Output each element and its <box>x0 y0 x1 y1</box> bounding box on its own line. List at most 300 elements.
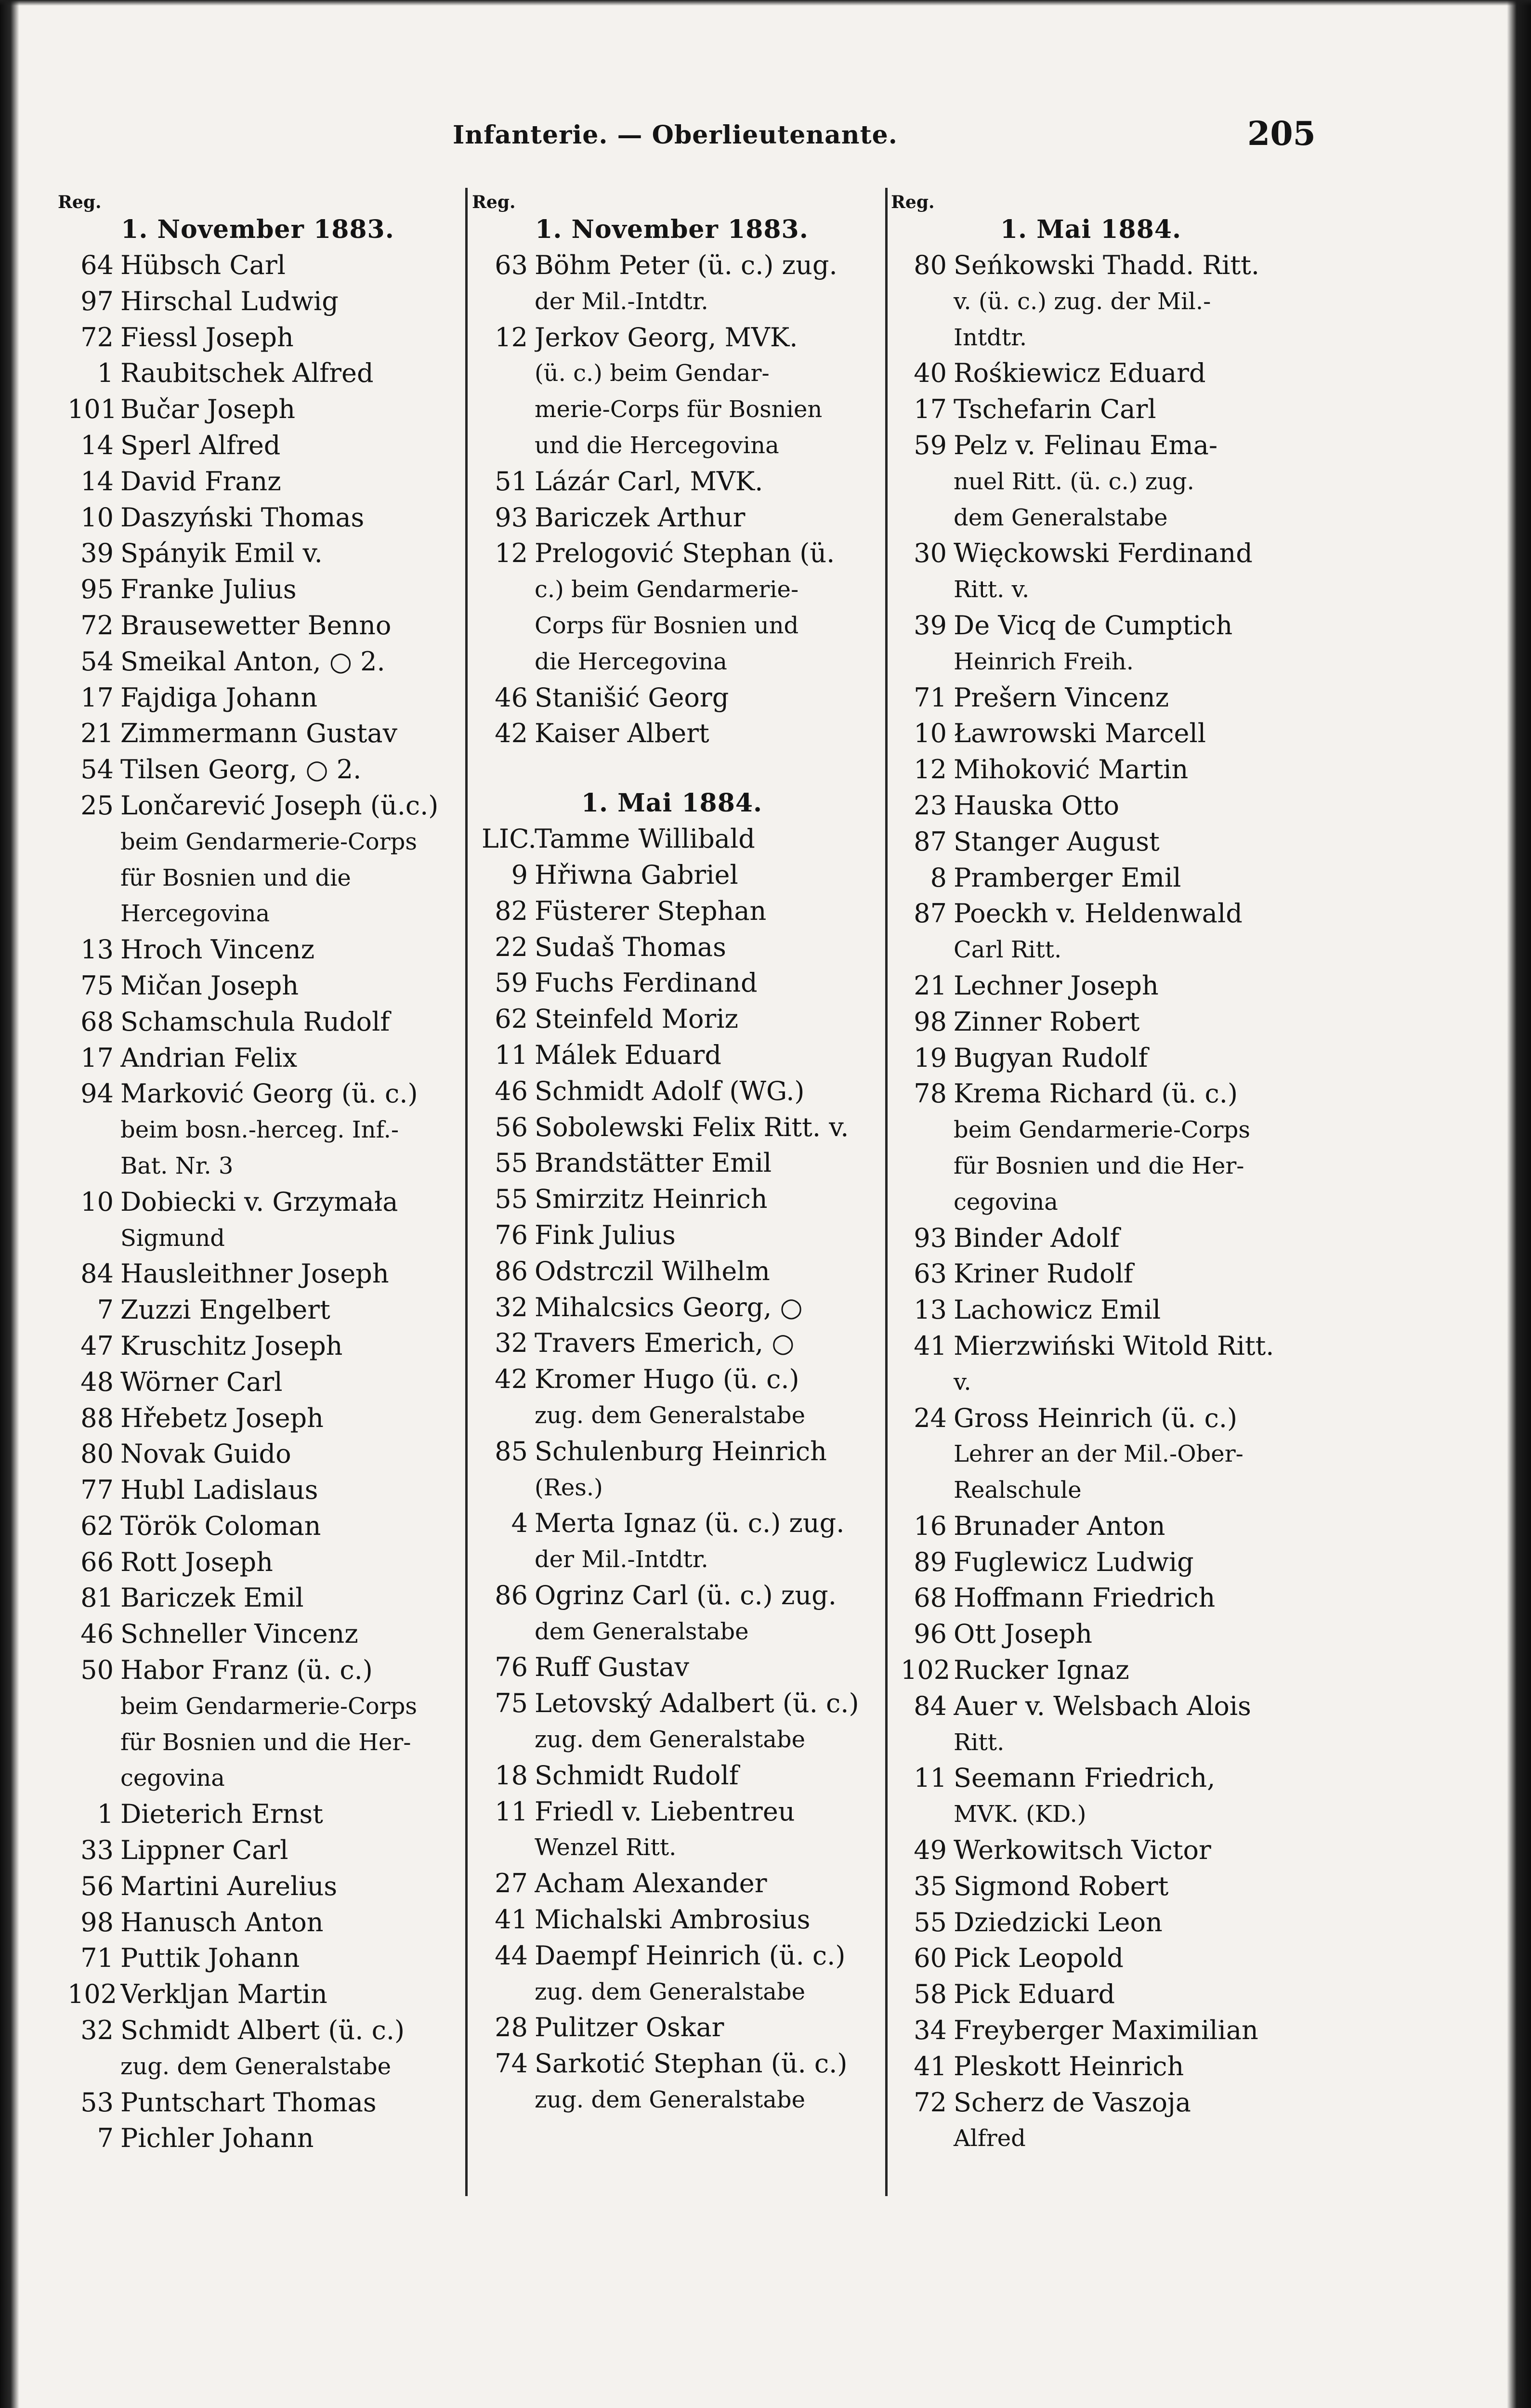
entry-continuation: v. (ü. c.) zug. der Mil.- <box>954 288 1211 315</box>
officer-entry <box>67 1940 448 1976</box>
officer-entry <box>482 1649 862 1686</box>
officer-name: Mihoković Martin <box>954 754 1189 785</box>
officer-name: Dieterich Ernst <box>120 1799 323 1830</box>
regiment-number: 41 <box>495 1904 528 1935</box>
officer-entry <box>67 1544 448 1581</box>
officer-entry <box>67 284 448 320</box>
officer-entry <box>67 1040 448 1076</box>
officer-entry <box>901 536 1281 572</box>
officer-name: Hřiwna Gabriel <box>535 859 738 890</box>
regiment-number: 10 <box>914 718 947 749</box>
regiment-number: 76 <box>495 1652 528 1683</box>
regiment-number: 4 <box>511 1508 528 1539</box>
entry-continuation: Carl Ritt. <box>954 936 1062 964</box>
entry-continuation: dem Generalstabe <box>954 504 1168 531</box>
officer-name: Schneller Vincenz <box>120 1619 358 1649</box>
officer-name: Böhm Peter (ü. c.) zug. <box>535 250 837 280</box>
officer-name: Tschefarin Carl <box>954 394 1156 425</box>
regiment-number: 87 <box>914 826 947 857</box>
regiment-number: 68 <box>914 1583 947 1613</box>
officer-entry <box>482 500 862 536</box>
officer-name: Pick Leopold <box>954 1943 1124 1974</box>
officer-entry <box>901 1976 1281 2013</box>
officer-entry <box>901 2049 1281 2085</box>
regiment-number: 10 <box>80 502 114 533</box>
officer-name: Brandstätter Emil <box>535 1148 772 1178</box>
officer-name: Poeckh v. Heldenwald <box>954 898 1243 929</box>
regiment-number: LIC. <box>482 824 537 854</box>
regiment-number: 54 <box>80 646 114 677</box>
regiment-number: 101 <box>67 394 118 425</box>
column-2 <box>472 192 862 2196</box>
officer-name: Rucker Ignaz <box>954 1655 1129 1686</box>
officer-entry <box>482 464 862 500</box>
officer-name: Lázár Carl, MVK. <box>535 466 763 497</box>
officer-name: Sudaš Thomas <box>535 931 726 962</box>
officer-entry <box>482 1686 862 1722</box>
column-3 <box>891 192 1281 2196</box>
entry-continuation: der Mil.-Intdtr. <box>535 288 708 315</box>
officer-name: Spányik Emil v. <box>120 538 323 569</box>
column-divider <box>465 188 468 2196</box>
officer-entry <box>901 355 1281 392</box>
officer-name: Pulitzer Oskar <box>535 2012 724 2043</box>
regiment-number: 32 <box>495 1292 528 1322</box>
entry-continuation: zug. dem Generalstabe <box>535 1726 806 1754</box>
officer-entry <box>482 965 862 1001</box>
officer-entry <box>67 608 448 644</box>
officer-name: Stanišić Georg <box>535 682 729 713</box>
officer-entry <box>901 2013 1281 2049</box>
officer-entry <box>67 1364 448 1400</box>
officer-entry <box>482 1325 862 1361</box>
section-heading: 1. November 1883. <box>535 215 809 244</box>
regiment-number: 62 <box>80 1510 114 1541</box>
officer-entry <box>901 1544 1281 1581</box>
officer-name: Dobiecki v. Grzymała <box>120 1186 398 1217</box>
entry-continuation: Realschule <box>954 1477 1082 1504</box>
officer-name: Friedl v. Liebentreu <box>535 1796 795 1827</box>
officer-entry <box>482 1902 862 1938</box>
regiment-number: 47 <box>80 1330 114 1361</box>
regiment-number: 84 <box>80 1258 114 1289</box>
officer-entry <box>901 1292 1281 1328</box>
officer-name: Bariczek Emil <box>120 1583 304 1613</box>
officer-entry <box>901 1076 1281 1112</box>
officer-name: Schmidt Albert (ü. c.) <box>120 2015 405 2046</box>
entry-continuation: zug. dem Generalstabe <box>535 1978 806 2005</box>
officer-entry <box>482 2010 862 2046</box>
regiment-number: 75 <box>80 970 114 1001</box>
officer-entry <box>482 929 862 966</box>
officer-entry <box>67 1184 448 1220</box>
officer-name: Acham Alexander <box>535 1868 767 1899</box>
regiment-number: 8 <box>930 862 947 893</box>
officer-name: Hřebetz Joseph <box>120 1402 324 1433</box>
column-divider <box>885 188 888 2196</box>
officer-name: Rott Joseph <box>120 1546 273 1577</box>
officer-name: Dziedzicki Leon <box>954 1907 1163 1937</box>
regiment-number: 30 <box>914 538 947 569</box>
regiment-number: 7 <box>97 1295 114 1325</box>
officer-name: Merta Ignaz (ü. c.) zug. <box>535 1508 845 1539</box>
entry-continuation: Intdtr. <box>954 324 1027 351</box>
regiment-number: 98 <box>80 1907 114 1937</box>
officer-name: Ławrowski Marcell <box>954 718 1206 749</box>
regiment-number: 50 <box>80 1655 114 1686</box>
officer-name: Kriner Rudolf <box>954 1258 1133 1289</box>
regiment-number: 60 <box>914 1943 947 1974</box>
regiment-number: 55 <box>914 1907 947 1937</box>
regiment-number: 39 <box>80 538 114 569</box>
officer-entry <box>901 1940 1281 1976</box>
regiment-number: 12 <box>495 322 528 353</box>
officer-entry <box>901 1400 1281 1437</box>
officer-name: Hanusch Anton <box>120 1907 324 1937</box>
officer-name: Andrian Felix <box>120 1042 298 1073</box>
officer-entry <box>67 752 448 788</box>
officer-entry <box>482 821 862 857</box>
officer-name: Daempf Heinrich (ü. c.) <box>535 1940 846 1971</box>
officer-name: Auer v. Welsbach Alois <box>954 1690 1251 1721</box>
regiment-number: 64 <box>80 250 114 280</box>
officer-entry <box>67 536 448 572</box>
officer-name: Schulenburg Heinrich <box>535 1436 827 1466</box>
entry-continuation: für Bosnien und die Her- <box>120 1728 411 1756</box>
regiment-number: 51 <box>495 466 528 497</box>
officer-name: Fink Julius <box>535 1219 676 1250</box>
regiment-number: 58 <box>914 1979 947 2010</box>
officer-name: Fuglewicz Ludwig <box>954 1546 1194 1577</box>
entry-continuation: Ritt. <box>954 1728 1005 1756</box>
officer-name: Raubitschek Alfred <box>120 358 374 389</box>
entry-continuation: für Bosnien und die <box>120 864 351 891</box>
entry-continuation: Hercegovina <box>120 900 270 928</box>
regiment-number: 72 <box>80 610 114 641</box>
officer-name: Verkljan Martin <box>120 1979 327 2010</box>
officer-entry <box>901 2085 1281 2121</box>
officer-name: Habor Franz (ü. c.) <box>120 1655 373 1686</box>
regiment-number: 23 <box>914 790 947 821</box>
regiment-number: 80 <box>80 1439 114 1469</box>
officer-entry <box>67 428 448 464</box>
officer-entry <box>901 428 1281 464</box>
regiment-number: 56 <box>495 1112 528 1142</box>
officer-entry <box>67 2013 448 2049</box>
regiment-number: 98 <box>914 1006 947 1037</box>
officer-name: Kaiser Albert <box>535 718 709 749</box>
regiment-number: 17 <box>80 1042 114 1073</box>
regiment-number: 77 <box>80 1475 114 1505</box>
officer-name: Stanger August <box>954 826 1160 857</box>
officer-name: Daszyński Thomas <box>120 502 365 533</box>
entry-continuation: die Hercegovina <box>535 648 727 675</box>
regiment-number: 19 <box>914 1042 947 1073</box>
officer-entry <box>901 1869 1281 1905</box>
entry-continuation: (ü. c.) beim Gendar- <box>535 360 770 387</box>
officer-name: Zuzzi Engelbert <box>120 1295 330 1325</box>
officer-name: Török Coloman <box>120 1510 321 1541</box>
officer-entry <box>67 1508 448 1544</box>
regiment-number: 72 <box>80 322 114 353</box>
regiment-number: 66 <box>80 1546 114 1577</box>
officer-name: Hübsch Carl <box>120 250 286 280</box>
officer-name: Lippner Carl <box>120 1835 288 1866</box>
entry-continuation: zug. dem Generalstabe <box>535 1401 806 1429</box>
officer-name: Füsterer Stephan <box>535 895 767 926</box>
regiment-number: 12 <box>914 754 947 785</box>
entry-continuation: dem Generalstabe <box>535 1618 749 1645</box>
officer-entry <box>67 1796 448 1832</box>
regiment-number: 10 <box>80 1186 114 1217</box>
officer-entry <box>482 1181 862 1217</box>
regiment-number: 42 <box>495 1364 528 1395</box>
reg-label: Reg. <box>58 192 102 212</box>
regiment-number: 14 <box>80 430 114 460</box>
officer-name: Jerkov Georg, MVK. <box>535 322 798 353</box>
officer-entry <box>482 857 862 893</box>
regiment-number: 34 <box>914 2015 947 2046</box>
regiment-number: 74 <box>495 2048 528 2079</box>
officer-name: Brunader Anton <box>954 1510 1165 1541</box>
regiment-number: 11 <box>495 1796 528 1827</box>
officer-entry <box>67 1472 448 1508</box>
officer-entry <box>482 536 862 572</box>
entry-continuation: Alfred <box>954 2125 1026 2152</box>
officer-name: Ott Joseph <box>954 1619 1093 1649</box>
regiment-number: 33 <box>80 1835 114 1866</box>
officer-entry <box>482 1145 862 1181</box>
officer-name: Lončarević Joseph (ü.c.) <box>120 790 439 821</box>
regiment-number: 86 <box>495 1580 528 1610</box>
officer-entry <box>67 320 448 356</box>
regiment-number: 75 <box>495 1688 528 1719</box>
officer-name: Mihalcsics Georg, ○ <box>535 1292 803 1322</box>
entry-continuation: cegovina <box>120 1765 225 1792</box>
entry-continuation: Heinrich Freih. <box>954 648 1134 675</box>
regiment-number: 32 <box>495 1328 528 1359</box>
officer-entry <box>901 1616 1281 1652</box>
officer-name: Tilsen Georg, ○ 2. <box>120 754 362 785</box>
entry-continuation: beim bosn.-herceg. Inf.- <box>120 1116 399 1144</box>
scan-edge-left <box>0 0 19 2408</box>
regiment-number: 27 <box>495 1868 528 1899</box>
regiment-number: 93 <box>914 1222 947 1253</box>
officer-name: Prešern Vincenz <box>954 682 1169 713</box>
entry-continuation: zug. dem Generalstabe <box>535 2086 806 2114</box>
officer-name: Hroch Vincenz <box>120 934 315 965</box>
officer-name: Pelz v. Felinau Ema- <box>954 430 1218 460</box>
officer-name: Travers Emerich, ○ <box>535 1328 795 1359</box>
officer-entry <box>482 1794 862 1830</box>
officer-entry <box>901 1040 1281 1076</box>
entry-continuation: MVK. (KD.) <box>954 1801 1086 1828</box>
regiment-number: 102 <box>901 1655 951 1686</box>
officer-entry <box>901 1508 1281 1544</box>
officer-entry <box>67 1076 448 1112</box>
regiment-number: 24 <box>914 1402 947 1433</box>
officer-entry <box>901 788 1281 824</box>
officer-entry <box>67 500 448 536</box>
regiment-number: 13 <box>80 934 114 965</box>
regiment-number: 93 <box>495 502 528 533</box>
entry-continuation: Sigmund <box>120 1224 225 1252</box>
entry-continuation: (Res.) <box>535 1474 603 1501</box>
officer-name: Kromer Hugo (ü. c.) <box>535 1364 799 1395</box>
officer-entry <box>67 716 448 752</box>
regiment-number: 21 <box>80 718 114 749</box>
entry-continuation: nuel Ritt. (ü. c.) zug. <box>954 468 1194 495</box>
officer-name: Hausleithner Joseph <box>120 1258 389 1289</box>
officer-entry <box>901 1832 1281 1869</box>
regiment-number: 17 <box>80 682 114 713</box>
entry-continuation: Wenzel Ritt. <box>535 1834 677 1861</box>
regiment-number: 25 <box>80 790 114 821</box>
officer-name: Hirschal Ludwig <box>120 286 339 316</box>
reg-label: Reg. <box>472 192 516 212</box>
officer-name: Málek Eduard <box>535 1039 721 1070</box>
regiment-number: 96 <box>914 1619 947 1649</box>
section-heading: 1. Mai 1884. <box>581 788 763 818</box>
regiment-number: 55 <box>495 1184 528 1215</box>
regiment-number: 39 <box>914 610 947 641</box>
officer-name: Hauska Otto <box>954 790 1120 821</box>
regiment-number: 53 <box>80 2087 114 2118</box>
officer-name: Więckowski Ferdinand <box>954 538 1253 569</box>
officer-entry <box>482 2046 862 2082</box>
column-1 <box>58 192 448 2196</box>
regiment-number: 44 <box>495 1940 528 1971</box>
officer-name: Tamme Willibald <box>535 824 755 854</box>
regiment-number: 94 <box>80 1078 114 1109</box>
regiment-number: 9 <box>511 859 528 890</box>
officer-entry <box>901 1580 1281 1616</box>
officer-name: Ruff Gustav <box>535 1652 689 1683</box>
officer-name: Bariczek Arthur <box>535 502 746 533</box>
officer-entry <box>482 1001 862 1037</box>
officer-entry <box>901 824 1281 860</box>
officer-entry <box>482 893 862 929</box>
entry-continuation: cegovina <box>954 1188 1058 1216</box>
officer-name: Sperl Alfred <box>120 430 281 460</box>
officer-name: Binder Adolf <box>954 1222 1120 1253</box>
officer-name: Bučar Joseph <box>120 394 296 425</box>
regiment-number: 68 <box>80 1006 114 1037</box>
officer-name: Mičan Joseph <box>120 970 299 1001</box>
officer-entry <box>67 2085 448 2121</box>
regiment-number: 59 <box>914 430 947 460</box>
regiment-number: 46 <box>495 1075 528 1106</box>
officer-name: Fiessl Joseph <box>120 322 294 353</box>
officer-entry <box>901 1688 1281 1725</box>
officer-entry <box>901 1905 1281 1941</box>
officer-name: Brausewetter Benno <box>120 610 392 641</box>
officer-entry <box>67 1256 448 1292</box>
regiment-number: 55 <box>495 1148 528 1178</box>
officer-name: Smirzitz Heinrich <box>535 1184 768 1215</box>
officer-entry <box>67 1976 448 2013</box>
officer-name: Lachowicz Emil <box>954 1295 1161 1325</box>
regiment-number: 16 <box>914 1510 947 1541</box>
officer-entry <box>67 968 448 1004</box>
regiment-number: 63 <box>914 1258 947 1289</box>
officer-name: Schmidt Adolf (WG.) <box>535 1075 805 1106</box>
officer-entry <box>67 1292 448 1328</box>
entry-continuation: v. <box>954 1368 971 1396</box>
officer-entry <box>901 716 1281 752</box>
officer-name: Seemann Friedrich, <box>954 1763 1216 1793</box>
officer-entry <box>482 1254 862 1290</box>
regiment-number: 41 <box>914 2051 947 2081</box>
regiment-number: 72 <box>914 2087 947 2118</box>
regiment-number: 63 <box>495 250 528 280</box>
officer-name: Puntschart Thomas <box>120 2087 377 2118</box>
regiment-number: 1 <box>97 358 114 389</box>
officer-entry <box>482 680 862 716</box>
entry-continuation: Ritt. v. <box>954 576 1030 603</box>
scan-edge-right <box>1507 0 1531 2408</box>
regiment-number: 102 <box>67 1979 118 2010</box>
officer-name: Odstrczil Wilhelm <box>535 1256 770 1286</box>
regiment-number: 87 <box>914 898 947 929</box>
entry-continuation: der Mil.-Intdtr. <box>535 1546 708 1573</box>
regiment-number: 46 <box>495 682 528 713</box>
regiment-number: 88 <box>80 1402 114 1433</box>
officer-entry <box>482 1073 862 1110</box>
officer-entry <box>901 248 1281 284</box>
regiment-number: 13 <box>914 1295 947 1325</box>
officer-entry <box>67 1905 448 1941</box>
regiment-number: 12 <box>495 538 528 569</box>
officer-name: Bugyan Rudolf <box>954 1042 1148 1073</box>
officer-entry <box>901 968 1281 1004</box>
regiment-number: 80 <box>914 250 947 280</box>
officer-name: Puttik Johann <box>120 1943 300 1974</box>
officer-name: Scherz de Vaszoja <box>954 2087 1191 2118</box>
regiment-number: 7 <box>97 2123 114 2154</box>
regiment-number: 22 <box>495 931 528 962</box>
officer-entry <box>901 752 1281 788</box>
officer-entry <box>67 788 448 824</box>
officer-name: Kruschitz Joseph <box>120 1330 343 1361</box>
officer-name: Smeikal Anton, ○ 2. <box>120 646 385 677</box>
regiment-number: 40 <box>914 358 947 389</box>
entry-continuation: beim Gendarmerie-Corps <box>120 1692 417 1720</box>
regiment-number: 71 <box>914 682 947 713</box>
officer-entry <box>67 1832 448 1869</box>
officer-name: Marković Georg (ü. c.) <box>120 1078 418 1109</box>
officer-entry <box>901 896 1281 932</box>
regiment-number: 95 <box>80 574 114 605</box>
officer-entry <box>901 1004 1281 1040</box>
regiment-number: 85 <box>495 1436 528 1466</box>
officer-name: Pramberger Emil <box>954 862 1181 893</box>
officer-entry <box>482 320 862 356</box>
regiment-number: 81 <box>80 1583 114 1613</box>
regiment-number: 17 <box>914 394 947 425</box>
officer-entry <box>67 355 448 392</box>
officer-entry <box>901 1220 1281 1256</box>
page-number: 205 <box>1247 115 1316 153</box>
officer-name: Steinfeld Moriz <box>535 1004 738 1034</box>
officer-entry <box>901 608 1281 644</box>
officer-name: Wörner Carl <box>120 1366 283 1397</box>
officer-entry <box>67 1580 448 1616</box>
entry-continuation: Corps für Bosnien und <box>535 612 799 639</box>
officer-name: David Franz <box>120 466 281 497</box>
officer-entry <box>901 1652 1281 1688</box>
officer-name: Lechner Joseph <box>954 970 1159 1001</box>
